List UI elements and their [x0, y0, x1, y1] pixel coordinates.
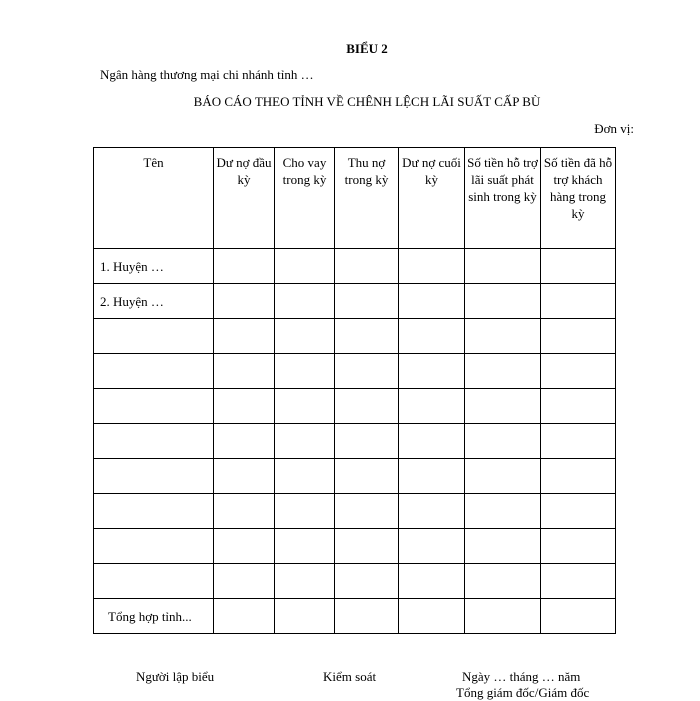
table-cell [214, 599, 275, 634]
table-cell [465, 459, 541, 494]
table-cell [275, 424, 335, 459]
report-table [93, 147, 616, 634]
header-support-paid-to-customers: Số tiền đã hỗ trợ khách hàng trong kỳ [541, 148, 616, 249]
table-cell [214, 564, 275, 599]
table-cell [275, 284, 335, 319]
table-cell [214, 354, 275, 389]
table-cell [214, 424, 275, 459]
signature-control: Kiểm soát [323, 669, 377, 684]
table-cell [465, 424, 541, 459]
table-row [94, 459, 616, 494]
table-cell [399, 459, 465, 494]
table-row [94, 249, 616, 284]
row-name-cell: 2. Huyện … [94, 284, 214, 319]
row-name-cell [94, 459, 214, 494]
table-cell [465, 564, 541, 599]
table-row [94, 564, 616, 599]
table-cell [214, 389, 275, 424]
table-cell [335, 319, 399, 354]
row-name-cell: 1. Huyện … [94, 249, 214, 284]
table-row [94, 354, 616, 389]
table-cell [335, 389, 399, 424]
table-cell [399, 599, 465, 634]
row-name-cell [94, 354, 214, 389]
table-cell [214, 319, 275, 354]
table-cell [465, 494, 541, 529]
table-cell [465, 599, 541, 634]
signature-preparer: Người lập biểu [136, 669, 215, 684]
table-row [94, 424, 616, 459]
header-closing-balance: Dư nợ cuối kỳ [399, 148, 465, 249]
table-cell [399, 249, 465, 284]
row-name-cell [94, 319, 214, 354]
table-cell [214, 494, 275, 529]
row-name-cell [94, 494, 214, 529]
table-row [94, 494, 616, 529]
table-cell [465, 529, 541, 564]
table-cell [541, 459, 616, 494]
table-cell [541, 389, 616, 424]
table-cell [399, 529, 465, 564]
table-cell [399, 354, 465, 389]
table-cell [541, 354, 616, 389]
row-name-cell [94, 529, 214, 564]
table-cell [275, 389, 335, 424]
report-title: BÁO CÁO THEO TỈNH VỀ CHÊNH LỆCH LÃI SUẤT CẤP BÙ [193, 94, 541, 109]
table-cell [335, 424, 399, 459]
table-cell [465, 319, 541, 354]
table-row [94, 319, 616, 354]
table-cell [275, 564, 335, 599]
table-cell [335, 564, 399, 599]
table-cell [335, 599, 399, 634]
bank-branch-line: Ngân hàng thương mại chi nhánh tỉnh … [100, 67, 314, 82]
table-cell [214, 459, 275, 494]
table-cell [541, 284, 616, 319]
table-cell [214, 249, 275, 284]
form-code: BIỂU 2 [346, 41, 388, 56]
table-cell [335, 284, 399, 319]
table-cell [275, 529, 335, 564]
table-row [94, 599, 616, 634]
table-cell [465, 249, 541, 284]
table-row [94, 284, 616, 319]
table-cell [399, 284, 465, 319]
table-cell [275, 249, 335, 284]
table-cell [541, 319, 616, 354]
table-cell [541, 529, 616, 564]
table-cell [399, 389, 465, 424]
header-opening-balance: Dư nợ đầu kỳ [214, 148, 275, 249]
table-body [94, 249, 616, 634]
table-cell [541, 424, 616, 459]
table-cell [275, 319, 335, 354]
table-cell [399, 564, 465, 599]
table-cell [541, 494, 616, 529]
table-cell [399, 424, 465, 459]
signature-date-line: Ngày … tháng … năm [462, 669, 581, 684]
table-cell [465, 389, 541, 424]
header-name: Tên [94, 148, 214, 249]
table-cell [214, 529, 275, 564]
row-name-cell [94, 424, 214, 459]
table-cell [335, 459, 399, 494]
table-cell [275, 354, 335, 389]
table-cell [335, 249, 399, 284]
table-cell [335, 354, 399, 389]
table-row [94, 529, 616, 564]
table-cell [275, 459, 335, 494]
unit-label: Đơn vị: [594, 121, 634, 136]
table-cell [275, 494, 335, 529]
table-cell [541, 249, 616, 284]
row-name-cell: Tổng hợp tỉnh... [94, 599, 214, 634]
signature-director: Tổng giám đốc/Giám đốc [456, 685, 590, 700]
table-header-row [94, 148, 616, 249]
table-cell [335, 494, 399, 529]
header-interest-support-incurred: Số tiền hỗ trợ lãi suất phát sinh trong kỳ [465, 148, 541, 249]
table-cell [335, 529, 399, 564]
table-cell [465, 284, 541, 319]
table-cell [465, 354, 541, 389]
table-cell [275, 599, 335, 634]
table-cell [541, 564, 616, 599]
table-row [94, 389, 616, 424]
header-loans-in-period: Cho vay trong kỳ [275, 148, 335, 249]
row-name-cell [94, 564, 214, 599]
table-cell [399, 319, 465, 354]
table-cell [541, 599, 616, 634]
table-cell [214, 284, 275, 319]
row-name-cell [94, 389, 214, 424]
header-repayments-in-period: Thu nợ trong kỳ [335, 148, 399, 249]
table-cell [399, 494, 465, 529]
